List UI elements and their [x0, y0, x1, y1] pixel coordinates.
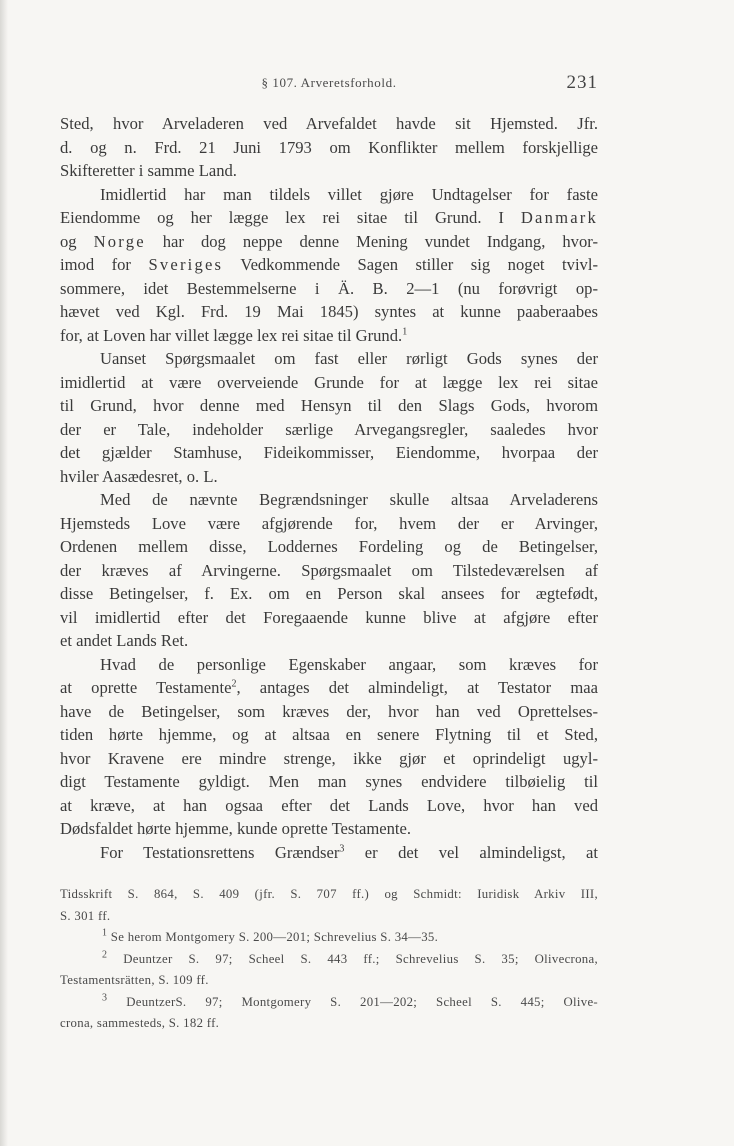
body-line — [60, 347, 598, 371]
body-line-text: hævet ved Kgl. Frd. 19 Mai 1845) syntes at kunne paaberaabes — [60, 302, 598, 321]
body-line — [60, 817, 598, 841]
body-line — [60, 300, 598, 324]
body-line-text: til Grund, hvor denne med Hensyn til den Slags Gods, hvorom — [60, 396, 598, 415]
footnote-line — [60, 970, 598, 992]
body-line — [60, 512, 598, 536]
footnote-marker: 1 — [402, 325, 408, 337]
body-line-text: har dog neppe denne Mening vundet Indgang, hvor- — [145, 231, 598, 251]
footnote-marker: 3 — [102, 992, 108, 1004]
body-line — [60, 841, 598, 865]
body-line — [60, 465, 598, 489]
body-line — [60, 770, 598, 794]
body-line-text: Med de nævnte Begrændsninger skulle altsaa Arveladerens — [100, 490, 598, 509]
body-line — [60, 794, 598, 818]
body-line — [60, 418, 598, 442]
body-text — [60, 112, 598, 864]
body-line-text: imod for — [60, 255, 149, 274]
footnotes — [60, 884, 598, 1035]
footnote-line — [60, 949, 598, 971]
body-line-text: vil imidlertid efter det Foregaaende kunne blive at afgjøre efter — [60, 607, 598, 627]
spaced-emphasis: Sveriges — [148, 255, 224, 274]
body-line-text: der kræves af Arvingerne. Spørgsmaalet om Tilstedeværelsen af — [60, 560, 598, 580]
body-line-text: hvor Kravene ere mindre strenge, ikke gjør et oprindeligt ugyl- — [60, 748, 598, 768]
body-line — [60, 629, 598, 653]
footnote-line — [60, 1013, 598, 1035]
body-line-text: Vedkommende Sagen stiller sig noget tvivl- — [223, 255, 598, 274]
footnote-marker: 1 — [102, 927, 108, 939]
body-line-text: Imidlertid har man tildels villet gjøre Undtagelser for faste — [100, 184, 598, 204]
section-title: § 107. Arveretsforhold. — [261, 75, 397, 90]
body-line-text: at kræve, at han ogsaa efter det Lands Love, hvor han ved — [60, 795, 598, 815]
body-line-text: er det vel almindeligst, at — [344, 842, 598, 862]
footnote-line — [60, 884, 598, 906]
body-line-text: d. og n. Frd. 21 Juni 1793 om Konflikter mellem forskjellige — [60, 137, 598, 157]
body-line — [60, 371, 598, 395]
body-line — [60, 653, 598, 677]
body-line — [60, 230, 598, 254]
body-line-text: have de Betingelser, som kræves der, hvor han ved Oprettelses- — [60, 701, 598, 721]
body-line — [60, 747, 598, 771]
body-line-text: for, at Loven har villet lægge lex rei sitae til Grund. — [60, 325, 403, 345]
footnote-line-text: Se herom Montgomery S. 200—201; Schrevelius S. 34—35. — [107, 930, 439, 944]
body-line — [60, 159, 598, 183]
footnote-line-text: Deuntzer S. 97; Scheel S. 443 ff.; Schrevelius S. 35; Olivecrona, — [107, 951, 598, 966]
body-line-text: imidlertid at være overveiende Grunde for at lægge lex rei sitae — [60, 372, 598, 392]
body-line-text: Eiendomme og her lægge lex rei sitae til Grund. I — [60, 208, 521, 227]
body-line-text: at oprette Testamente — [60, 678, 232, 697]
body-line-text: Dødsfaldet hørte hjemme, kunde oprette Testamente. — [60, 819, 412, 838]
footnote-marker: 3 — [339, 842, 345, 854]
body-line-text: Hvad de personlige Egenskaber angaar, som kræves for — [100, 654, 598, 674]
body-line-text: der er Tale, indeholder særlige Arvegangsregler, saaledes hvor — [60, 419, 598, 439]
body-line-text: digt Testamente gyldigt. Men man synes endvidere tilbøielig til — [60, 772, 598, 791]
footnote-marker: 2 — [231, 678, 237, 690]
body-line — [60, 676, 598, 700]
footnote-line-text: S. 301 ff. — [60, 908, 111, 923]
body-line-text: Skifteretter i samme Land. — [60, 161, 237, 180]
body-line-text: Hjemsteds Love være afgjørende for, hvem der er Arvinger, — [60, 513, 598, 533]
footnote-line — [60, 927, 598, 949]
body-line — [60, 441, 598, 465]
page-number: 231 — [566, 72, 598, 93]
footnote-line-text: DeuntzerS. 97; Montgomery S. 201—202; Scheel S. 445; Olive- — [107, 994, 598, 1009]
body-line — [60, 183, 598, 207]
body-line-text: Uanset Spørgsmaalet om fast eller rørligt Gods synes der — [100, 349, 598, 368]
body-line-text: og — [60, 231, 94, 251]
body-line — [60, 324, 598, 348]
footnote-marker: 2 — [102, 949, 108, 961]
footnote-line-text: crona, sammesteds, S. 182 ff. — [60, 1016, 220, 1030]
body-line-text: disse Betingelser, f. Ex. om en Person skal ansees for ægtefødt, — [60, 584, 598, 603]
scan-edge-shadow — [0, 0, 8, 1146]
body-line — [60, 535, 598, 559]
body-line-text: sommere, idet Bestemmelserne i Ä. B. 2—1 (nu forøvrigt op- — [60, 278, 598, 298]
body-line — [60, 136, 598, 160]
body-line-text: et andet Lands Ret. — [60, 631, 189, 650]
body-line — [60, 582, 598, 606]
spaced-emphasis: Norge — [93, 231, 146, 251]
footnote-line-text: Testamentsrätten, S. 109 ff. — [60, 973, 209, 987]
body-line — [60, 206, 598, 230]
body-line-text: , antages det almindeligt, at Testator maa — [236, 678, 598, 697]
spaced-emphasis: Danmark — [520, 208, 598, 227]
body-line-text: det gjælder Stamhuse, Fideikommisser, Eiendomme, hvorpaa der — [60, 443, 598, 462]
body-line — [60, 700, 598, 724]
body-line-text: hviler Aasædesret, o. L. — [60, 466, 218, 486]
running-header — [60, 72, 598, 96]
body-line — [60, 394, 598, 418]
body-line — [60, 559, 598, 583]
body-line — [60, 488, 598, 512]
body-line — [60, 723, 598, 747]
footnote-line — [60, 906, 598, 928]
body-line-text: Sted, hvor Arveladeren ved Arvefaldet havde sit Hjemsted. Jfr. — [60, 114, 598, 133]
footnote-line — [60, 992, 598, 1014]
body-line — [60, 253, 598, 277]
body-line — [60, 277, 598, 301]
footnote-line-text: Tidsskrift S. 864, S. 409 (jfr. S. 707 ff.) og Schmidt: Iuridisk Arkiv III, — [60, 887, 598, 901]
body-line — [60, 606, 598, 630]
body-line — [60, 112, 598, 136]
body-line-text: tiden hørte hjemme, og at altsaa en senere Flytning til et Sted, — [60, 725, 598, 744]
body-line-text: For Testationsrettens Grændser — [100, 842, 340, 862]
body-line-text: Ordenen mellem disse, Loddernes Fordeling og de Betingelser, — [60, 537, 598, 556]
